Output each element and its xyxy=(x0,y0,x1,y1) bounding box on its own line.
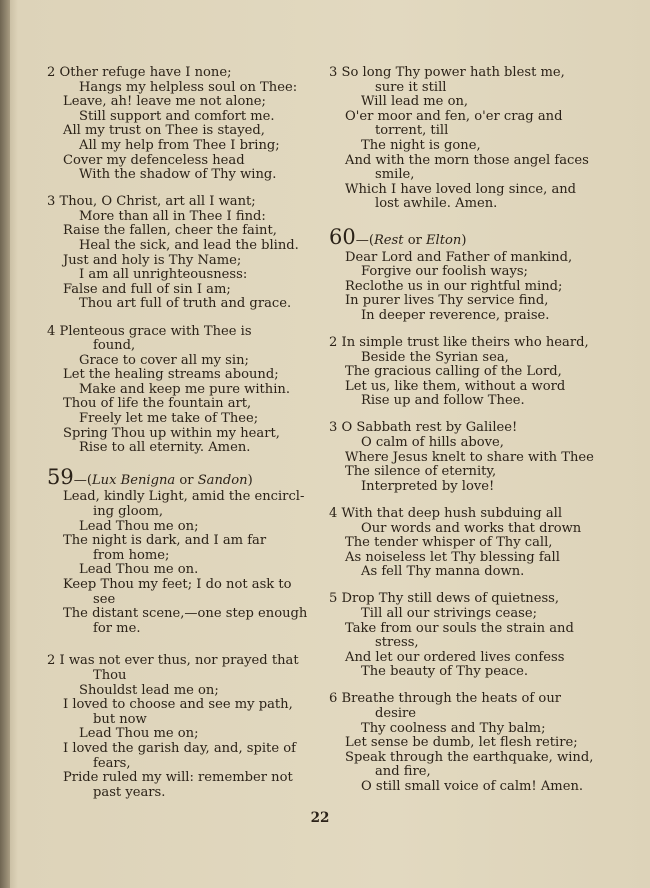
verse-line: As fell Thy manna down. xyxy=(361,564,525,580)
stanza xyxy=(47,325,312,456)
right-column xyxy=(329,66,594,807)
verse-line: Lead Thou me on; xyxy=(79,518,199,534)
verse-line: 4 With that deep hush subduing all xyxy=(329,505,563,521)
verse-line: Lead Thou me on; xyxy=(79,726,199,742)
tune-name: Lux Benigna xyxy=(91,472,176,488)
verse-line: Reclothe us in our rightful mind; xyxy=(345,278,563,294)
verse-line: 3 Thou, O Christ, art all I want; xyxy=(47,194,256,210)
verse-line: Spring Thou up within my heart, xyxy=(63,425,280,441)
stanza-number: 4 xyxy=(47,323,56,339)
stanza xyxy=(329,336,594,409)
verse-line: 5 Drop Thy still dews of quietness, xyxy=(329,591,560,607)
stanza xyxy=(329,692,594,794)
verse-line: Cover my defenceless head xyxy=(63,152,245,168)
verse-line: All my trust on Thee is stayed, xyxy=(63,123,265,139)
verse-line: Will lead me on, xyxy=(361,94,469,110)
hymn-heading: 60—(Rest or Elton) xyxy=(329,224,467,249)
verse-line: desire xyxy=(375,706,417,722)
stanza xyxy=(329,507,594,580)
verse-line: Grace to cover all my sin; xyxy=(79,352,249,368)
verse-line: False and full of sin I am; xyxy=(63,281,231,297)
tune-name: Elton xyxy=(426,232,462,248)
verse-line: Which I have loved long since, and xyxy=(345,181,577,197)
verse-line: I am all unrighteousness: xyxy=(79,267,248,283)
stanza xyxy=(329,251,594,324)
verse-line: The silence of eternity, xyxy=(345,464,497,480)
verse-line: sure it still xyxy=(375,79,447,95)
stanza-number: 2 xyxy=(329,335,338,350)
verse-line: Where Jesus knelt to share with Thee xyxy=(345,449,594,465)
verse-line: Leave, ah! leave me not alone; xyxy=(63,94,266,110)
stanza-number: 3 xyxy=(329,65,338,80)
verse-line: Let sense be dumb, let flesh retire; xyxy=(345,735,578,751)
verse-line: ing gloom, xyxy=(93,504,164,520)
verse-line: Thou art full of truth and grace. xyxy=(79,296,292,312)
book-spine xyxy=(0,0,10,888)
verse-line: Lead, kindly Light, amid the encircl- xyxy=(63,489,305,505)
stanza xyxy=(47,195,312,312)
hymn-number: 60 xyxy=(329,224,356,249)
stanza xyxy=(329,592,594,680)
stanza-number: 2 xyxy=(47,65,56,80)
verse-line: 3 So long Thy power hath blest me, xyxy=(329,65,565,80)
verse-line: Thou xyxy=(93,667,127,683)
verse-line: Just and holy is Thy Name; xyxy=(63,252,242,268)
verse-line: 2 In simple trust like theirs who heard, xyxy=(329,335,589,350)
verse-line: but now xyxy=(93,711,147,727)
verse-line: from home; xyxy=(93,547,170,563)
hymn-number: 59 xyxy=(47,464,74,489)
stanza-number: 5 xyxy=(329,591,338,607)
verse-line: Speak through the earthquake, wind, xyxy=(345,749,594,765)
verse-line: More than all in Thee I find: xyxy=(79,208,266,224)
verse-line: As noiseless let Thy blessing fall xyxy=(345,549,560,565)
verse-line: And let our ordered lives confess xyxy=(345,649,565,665)
verse-line: Thou of life the fountain art, xyxy=(63,396,252,412)
verse-line: O calm of hills above, xyxy=(361,435,504,451)
verse-line: Till all our strivings cease; xyxy=(361,606,538,621)
verse-line: past years. xyxy=(93,784,166,800)
verse-line: In purer lives Thy service find, xyxy=(345,293,549,309)
verse-line: 3 O Sabbath rest by Galilee! xyxy=(329,420,518,436)
verse-line: 4 Plenteous grace with Thee is xyxy=(47,323,252,339)
verse-line: torrent, till xyxy=(375,123,449,139)
verse-line: Rise to all eternity. Amen. xyxy=(79,440,251,456)
verse-line: stress, xyxy=(375,635,419,651)
verse-line: Raise the fallen, cheer the faint, xyxy=(63,223,277,239)
stanza-number: 2 xyxy=(47,653,56,669)
verse-line: Take from our souls the strain and xyxy=(345,620,574,636)
tune-name: Rest xyxy=(373,232,404,248)
verse-line: see xyxy=(93,591,116,607)
verse-line: smile, xyxy=(375,167,415,183)
verse-line: With the shadow of Thy wing. xyxy=(79,167,277,183)
verse-line: Still support and comfort me. xyxy=(79,108,275,124)
stanza xyxy=(329,66,594,212)
left-column xyxy=(47,66,312,813)
verse-line: Let the healing streams abound; xyxy=(63,367,279,383)
verse-line: The beauty of Thy peace. xyxy=(361,664,529,680)
verse-line: 2 I was not ever thus, nor prayed that xyxy=(47,653,299,669)
verse-line: Beside the Syrian sea, xyxy=(361,349,509,365)
verse-line: Freely let me take of Thee; xyxy=(79,411,259,427)
verse-line: I loved the garish day, and, spite of xyxy=(63,740,296,756)
verse-line: Hangs my helpless soul on Thee: xyxy=(79,79,298,95)
stanza-number: 6 xyxy=(329,691,338,707)
verse-line: Dear Lord and Father of mankind, xyxy=(345,249,573,265)
verse-line: found, xyxy=(93,338,136,354)
verse-line: Interpreted by love! xyxy=(361,478,495,494)
stanza xyxy=(47,654,312,800)
verse-line: Let us, like them, without a word xyxy=(345,378,566,394)
stanza xyxy=(47,490,312,636)
verse-line: Rise up and follow Thee. xyxy=(361,393,525,409)
stanza-number: 3 xyxy=(47,194,56,210)
verse-line: Forgive our foolish ways; xyxy=(361,264,528,280)
verse-line: Shouldst lead me on; xyxy=(79,682,219,698)
verse-line: Thy coolness and Thy balm; xyxy=(361,720,546,736)
stanza xyxy=(329,421,594,494)
verse-line: The gracious calling of the Lord, xyxy=(345,364,562,380)
verse-line: O still small voice of calm! Amen. xyxy=(361,779,584,795)
verse-line: The night is gone, xyxy=(361,137,481,153)
verse-line: Keep Thou my feet; I do not ask to xyxy=(63,577,292,592)
verse-line: O'er moor and fen, o'er crag and xyxy=(345,108,563,124)
verse-line: Our words and works that drown xyxy=(361,520,582,536)
verse-line: Make and keep me pure within. xyxy=(79,381,291,397)
verse-line: I loved to choose and see my path, xyxy=(63,697,293,713)
verse-line: In deeper reverence, praise. xyxy=(361,307,550,323)
verse-line: Lead Thou me on. xyxy=(79,562,199,578)
verse-line: The night is dark, and I am far xyxy=(63,533,267,549)
stanza-number: 3 xyxy=(329,420,338,436)
verse-line: The tender whisper of Thy call, xyxy=(345,535,553,551)
stanza-number: 4 xyxy=(329,505,338,521)
verse-line: 2 Other refuge have I none; xyxy=(47,65,232,80)
verse-line: All my help from Thee I bring; xyxy=(79,137,280,153)
verse-line: fears, xyxy=(93,755,131,771)
verse-line: And with the morn those angel faces xyxy=(345,152,589,168)
hymn-heading: 59—(Lux Benigna or Sandon) xyxy=(47,464,253,489)
verse-line: The distant scene,—one step enough xyxy=(63,606,308,622)
verse-line: Pride ruled my will: remember not xyxy=(63,770,293,786)
page-number: 22 xyxy=(310,810,330,826)
verse-line: for me. xyxy=(93,620,141,636)
stanza xyxy=(47,66,312,183)
verse-line: and fire, xyxy=(375,764,431,780)
tune-name: Sandon xyxy=(197,472,248,488)
verse-line: Heal the sick, and lead the blind. xyxy=(79,238,299,254)
verse-line: 6 Breathe through the heats of our xyxy=(329,691,562,707)
verse-line: lost awhile. Amen. xyxy=(375,196,498,212)
